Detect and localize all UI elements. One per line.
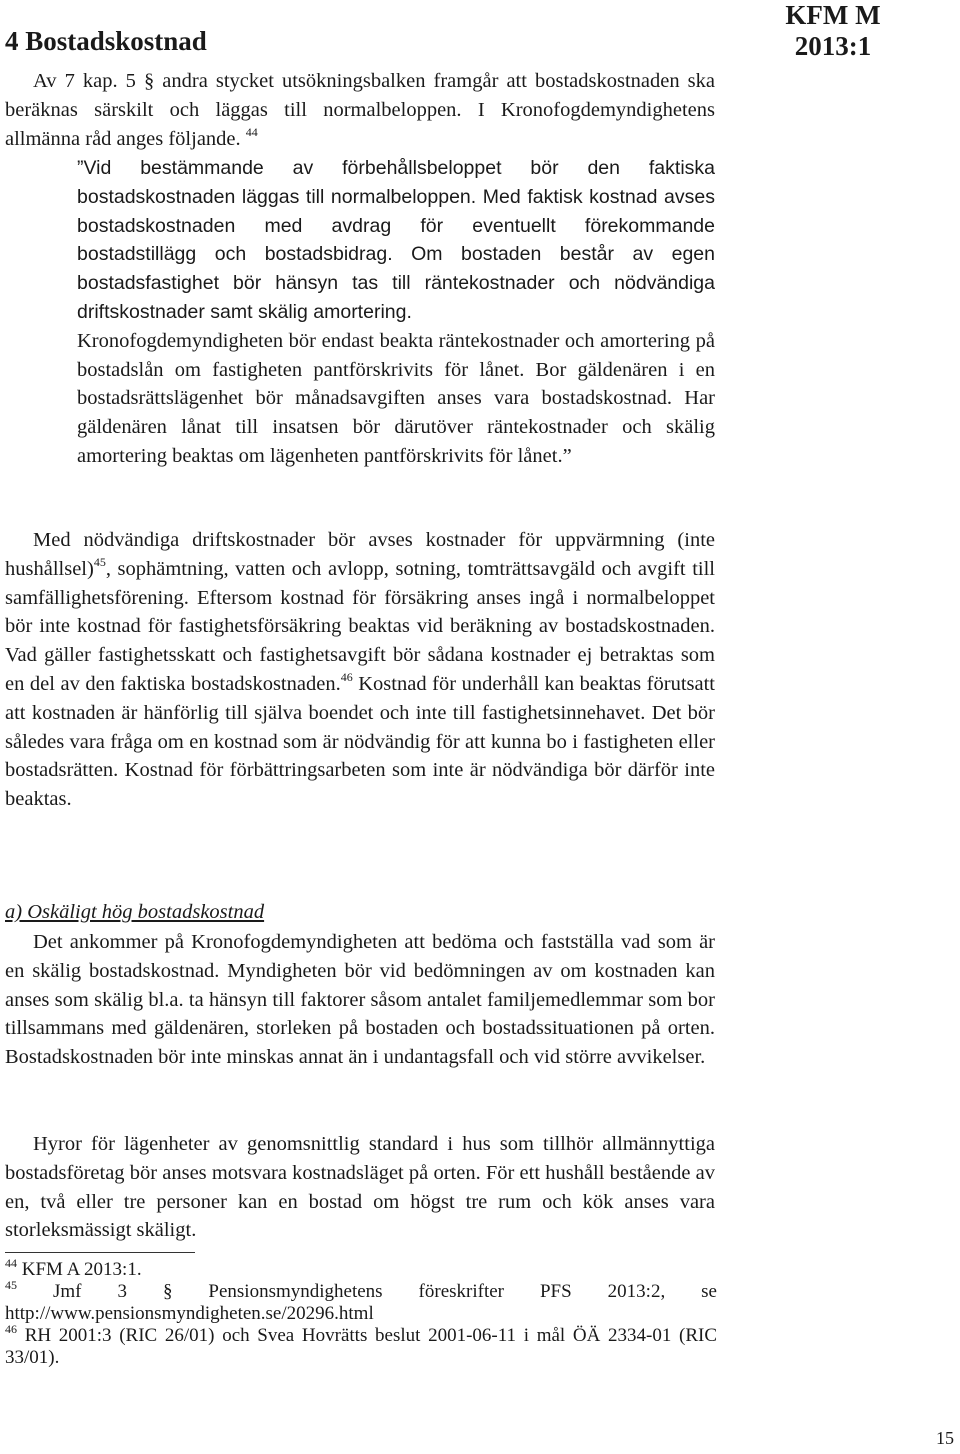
section-a-text-1: Det ankommer på Kronofogdemyndigheten att bedöma och fastställa vad som är en skälig bostadskostnad. Myndigheten bör vid bedömningen av om kostnaden kan anses som skälig bl.a. ta hänsyn till faktorer såsom antalet familjemedlemmar som bor tillsammans med gäldenären, storleken på bostaden och bostadssituationen på orten. Bostadskostnaden bör inte minskas annat än i undantagsfall och vid större avvikelser. xyxy=(5,931,715,1069)
document-reference-line1: KFM M xyxy=(785,0,881,30)
footnote-44 xyxy=(5,1256,717,1281)
footnote-number: 46 xyxy=(5,1322,17,1336)
footnote-text[interactable]: Jmf 3 § Pensionsmyndighetens föreskrifter PFS 2013:2, se http://www.pensionsmyndigheten.se/20296.html xyxy=(5,1281,717,1324)
document-reference xyxy=(778,0,888,62)
footnote-ref-44[interactable]: 44 xyxy=(245,124,258,139)
footnote-text: RH 2001:3 (RIC 26/01) och Svea Hovrätts beslut 2001-06-11 i mål ÖÄ 2334-01 (RIC 33/01). xyxy=(5,1325,718,1368)
page-title: 4 Bostadskostnad xyxy=(5,26,207,56)
footnote-ref-46[interactable]: 46 xyxy=(340,669,353,684)
footnote-46 xyxy=(5,1322,718,1369)
intro-paragraph xyxy=(5,67,715,153)
footnotes xyxy=(5,1256,718,1369)
section-a-paragraph-2 xyxy=(5,1130,715,1245)
footnote-number: 44 xyxy=(5,1256,17,1270)
footnote-number: 45 xyxy=(5,1278,17,1292)
intro-text: Av 7 kap. 5 § andra stycket utsökningsbalken framgår att bostadskostnaden ska beräknas särskilt och läggas till normalbeloppen. I Kronofogdemyndighetens allmänna råd anges följande. xyxy=(5,70,715,150)
section-heading-a: a) Oskäligt hög bostadskostnad xyxy=(5,901,265,923)
document-reference-line2: 2013:1 xyxy=(794,31,872,61)
operating-costs-text-b: , sophämtning, vatten och avlopp, sotning, tomträttsavgäld och avgift till samfällighetsförening. Eftersom kostnad för försäkring anses ingå i normalbeloppet bör inte kostnad för fastighetsförsäkring beaktas vid beräkning av bostadskostnaden. Vad gäller fastighetsskatt och fastighetsavgift bör sådana kostnader ej betraktas som en del av den faktiska bostadskostnaden. xyxy=(5,557,715,695)
footnote-45 xyxy=(5,1278,717,1325)
operating-costs-text-a: Med nödvändiga driftskostnader bör avses kostnader för uppvärmning (inte hushållsel) xyxy=(5,529,715,580)
quote-paragraph-1: ”Vid bestämmande av förbehållsbeloppet bör den faktiska bostadskostnaden läggas till normalbeloppen. Med faktisk kostnad avses bostadskostnaden med avdrag för eventuellt förekommande bostadstillägg och bostadsbidrag. Om bostaden består av egen bostadsfastighet bör hänsyn tas till räntekostnader och nödvändiga driftskostnader samt skälig amortering. xyxy=(77,157,715,323)
operating-costs-text-c: Kostnad för underhåll kan beaktas förutsatt att kostnaden är hänförlig till själva boendet och inte till fastighetsinnehavet. Det bör således vara fråga om en kostnad som är nödvändig för att kunna bo i fastigheten eller bostadsrätten. Kostnad för förbättringsarbeten som inte är nödvändiga bör därför inte beaktas. xyxy=(5,672,715,811)
section-a-paragraph-1 xyxy=(5,928,715,1072)
quote-paragraph-2: Kronofogdemyndigheten bör endast beakta räntekostnader och amortering på bostadslån om fastigheten pantförskrivits för lånet. Bor gäldenären i en bostadsrättslägenhet bör månadsavgiften anses vara bostadskostnad. Har gäldenären lånat till insatsen bör därutöver räntekostnader och skälig amortering beaktas om lägenheten pantförskrivits för lånet.” xyxy=(77,329,715,467)
quoted-general-advice xyxy=(77,154,715,471)
footnote-divider xyxy=(5,1252,195,1253)
page-number: 15 xyxy=(936,1428,954,1448)
footnote-text: KFM A 2013:1. xyxy=(21,1259,142,1280)
operating-costs-paragraph xyxy=(5,526,715,814)
footnote-ref-45[interactable]: 45 xyxy=(93,554,106,569)
section-a-text-2: Hyror för lägenheter av genomsnittlig standard i hus som tillhör allmännyttiga bostadsföretag bör anses motsvara kostnadsläget på orten. För ett hushåll bestående av en, två eller tre personer kan en bostad om högst tre rum och kök anses vara storleksmässigt skäligt. xyxy=(5,1133,715,1242)
